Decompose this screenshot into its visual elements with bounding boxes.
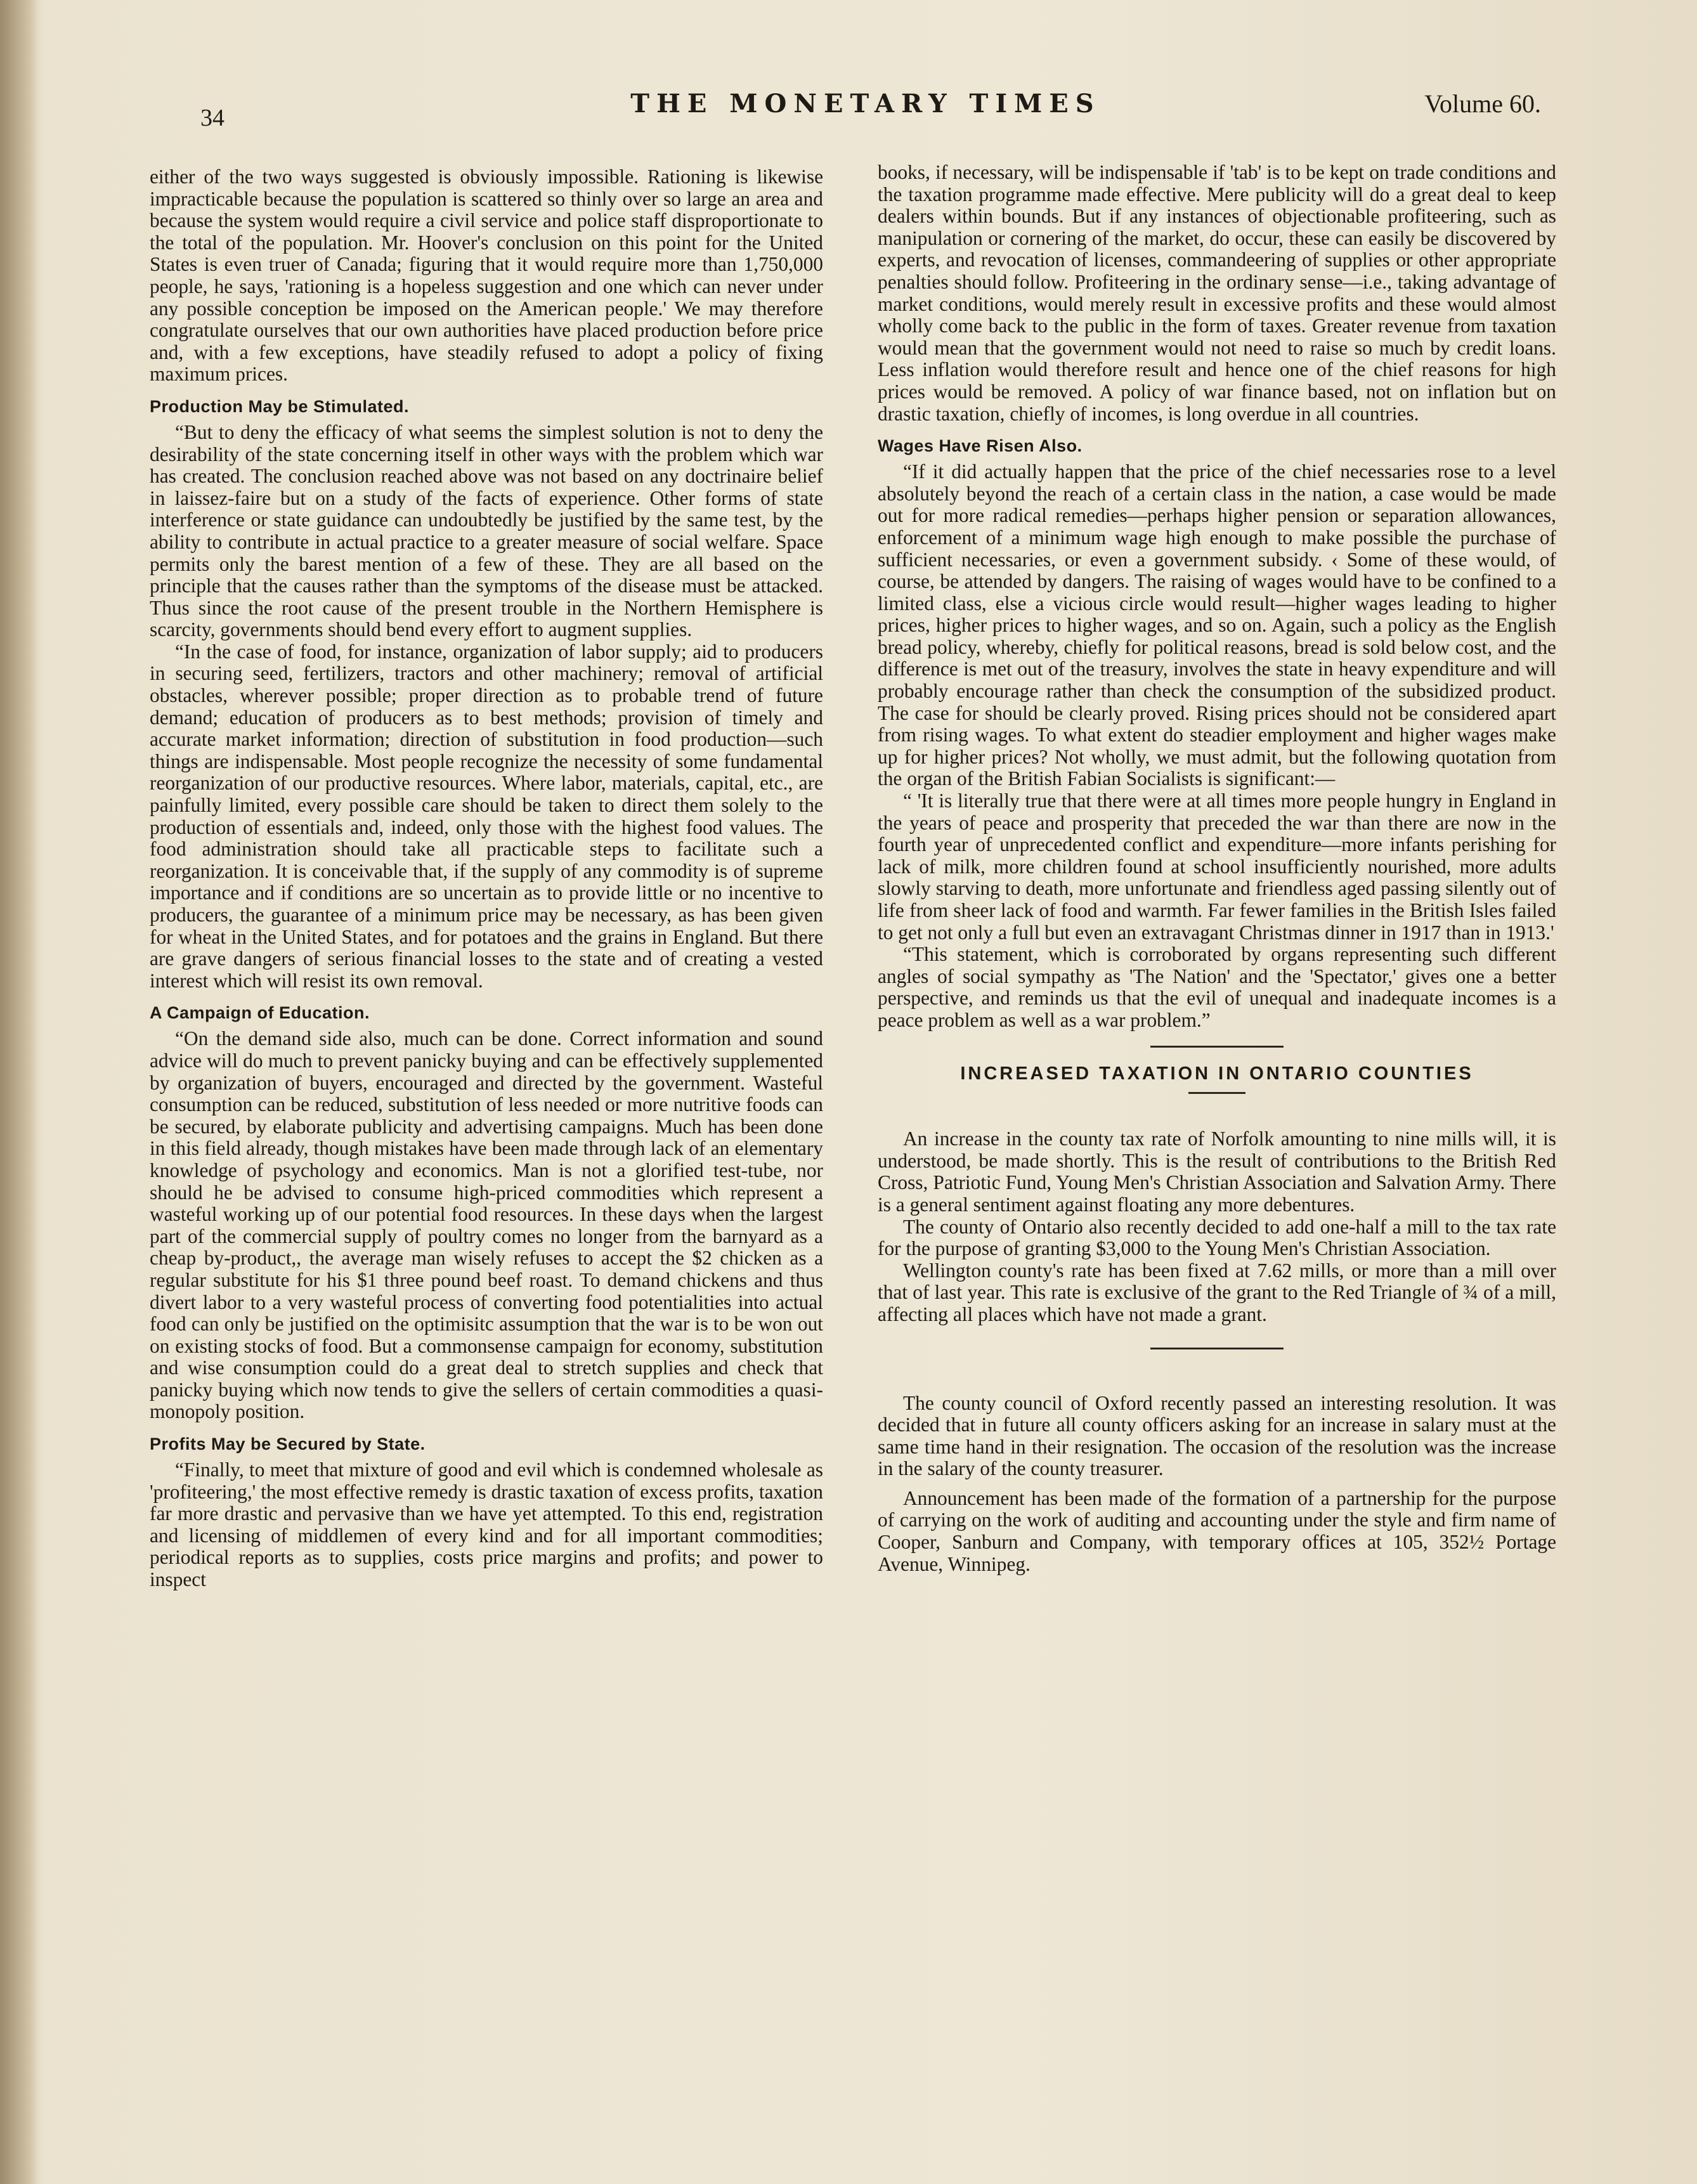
- oxford-paragraph: The county council of Oxford recently passed an interesting resolution. It was decided that in future all county officers asking for an increase in salary must at the same time hand in their resignation. The occasion of the resolution was the increase in the salary of the county treasurer.: [878, 1391, 1556, 1480]
- heading-underline-rule: [1188, 1092, 1245, 1094]
- ontario-paragraph-1: An increase in the county tax rate of Norfolk amounting to nine mills will, it is understood, be made shortly. This is the result of contributions to the British Red Cross, Patriotic Fund, Young Men's Christian Association and Salvation Army. There is a general sentiment against floating any more debentures.: [878, 1128, 1556, 1216]
- production-paragraph-1: “But to deny the efficacy of what seems the simplest solution is not to deny the desirability of the state concerning itself in other ways with the problem which war has created. The conclusion reached above was not based on any doctrinaire belief in laissez-faire but on a study of the facts of experience. Other forms of state interference or state guidance can undoubtedly be justified by the same test, by the ability to contribute in actual practice to a greater measure of social welfare. Space permits only the barest mention of a few of these. They are all based on the principle that the causes rather than the symptoms of the disease must be attacked. Thus since the root cause of the present trouble in the Northern Hemisphere is scarcity, governments should bend every effort to augment supplies.: [150, 420, 823, 641]
- partnership-paragraph: Announcement has been made of the formation of a partnership for the purpose of carrying on the work of auditing and accounting under the style and firm name of Cooper, Sanburn and Company, with temporary offices at 105, 352½ Portage Avenue, Winnipeg.: [878, 1486, 1556, 1575]
- page-gutter-shadow: [0, 0, 38, 2184]
- right-column: [878, 162, 1556, 1575]
- heading-wages: Wages Have Risen Also.: [878, 436, 1083, 456]
- production-paragraph-2: “In the case of food, for instance, organization of labor supply; aid to producers in securing seed, fertilizers, tractors and other machinery; removal of artificial obstacles, wherever possible; proper direction as to probable trend of future demand; education of producers as to best methods; provision of timely and accurate market information; direction of substitution in food production—such things are indispensable. Most people recognize the necessity of some fundamental reorganization of our productive resources. Where labor, materials, capital, etc., are painfully limited, every possible care should be taken to direct them solely to the production of essentials and, indeed, only those with the highest food values. The food administration should take all practicable steps to facilitate such a reorganization. It is conceivable that, if the supply of any commodity is of supreme importance and if conditions are so uncertain as to provide little or no incentive to producers, the guarantee of a minimum price may be necessary, as has been given for wheat in the United States, and for potatoes and the grains in England. But there are grave dangers of serious financial losses to the state and of creating a vested interest which will resist its own removal.: [150, 640, 823, 992]
- right-intro-paragraph: books, if necessary, will be indispensable if 'tab' is to be kept on trade conditions and the taxation programme made effective. Mere publicity will do a great deal to keep dealers within bounds. But if any instances of objectionable profiteering, such as manipulation or cornering of the market, do occur, these can easily be discovered by experts, and revocation of licenses, commandeering of supplies or other appropriate penalties should follow. Profiteering in the ordinary sense—i.e., taking advantage of market conditions, would merely result in excessive profits and these would almost wholly come back to the public in the form of taxes. Greater revenue from taxation would mean that the government would not need to raise so much by credit loans. Less inflation would therefore result and hence one of the chief reasons for high prices would be removed. A policy of war finance based, not on inflation but on drastic taxation, chiefly of incomes, is long overdue in all countries.: [878, 161, 1556, 425]
- section-divider-rule: [1150, 1046, 1284, 1048]
- heading-ontario-taxation: INCREASED TAXATION IN ONTARIO COUNTIES: [960, 1063, 1474, 1084]
- left-intro-paragraph: either of the two ways suggested is obviously impossible. Rationing is likewise impracticable because the population is scattered so thinly over so large an area and because the system would require a civil service and police staff disproportionate to the total of the population. Mr. Hoover's conclusion on this point for the United States is even truer of Canada; figuring that it would require more than 1,750,000 people, he says, 'rationing is a hopeless suggestion and one which can never under any possible conception be imposed on the American people.' We may therefore congratulate ourselves that our own authorities have placed production before price and, with a few exceptions, have steadily refused to adopt a policy of fixing maximum prices.: [150, 166, 823, 386]
- item-divider-rule: [1150, 1348, 1284, 1349]
- ontario-paragraph-3: Wellington county's rate has been fixed at 7.62 mills, or more than a mill over that of last year. This rate is exclusive of the grant to the Red Triangle of ¾ of a mill, affecting all places which have not made a grant.: [878, 1259, 1556, 1325]
- heading-profits: Profits May be Secured by State.: [150, 1434, 426, 1454]
- wages-paragraph-3: “This statement, which is corroborated by organs representing such different angles of social sympathy as 'The Nation' and the 'Spectator,' gives one a better perspective, and reminds us that the evil of unequal and inadequate incomes is a peace problem as well as a war problem.”: [878, 943, 1556, 1031]
- heading-production: Production May be Stimulated.: [150, 396, 410, 416]
- heading-education: A Campaign of Education.: [150, 1003, 370, 1023]
- wages-paragraph-1: “If it did actually happen that the price of the chief necessaries rose to a level absolutely beyond the reach of a certain class in the nation, a case would be made out for more radical remedies—perhaps higher pension or separation allowances, enforcement of a minimum wage high enough to make possible the purchase of sufficient necessaries, or even a government subsidy. ‹ Some of these would, of course, be attended by dangers. The raising of wages would have to be confined to a limited class, else a vicious circle would result—higher wages leading to higher prices, higher prices to higher wages, and so on. Again, such a policy as the English bread policy, whereby, chiefly for political reasons, bread is sold below cost, and the difference is met out of the treasury, involves the state in heavy expenditure and will probably encourage rather than check the consumption of the subsidized product. The case for should be clearly proved. Rising prices should not be considered apart from rising wages. To what extent do steadier employment and higher wages make up for higher prices? Not wholly, we must admit, but the following quotation from the organ of the British Fabian Socialists is significant:—: [878, 460, 1556, 790]
- wages-paragraph-2: “ 'It is literally true that there were at all times more people hungry in England in the years of peace and prosperity that preceded the war than there are now in the fourth year of unprecedented conflict and expenditure—more infants perishing for lack of milk, more children found at school insufficiently nourished, more adults slowly starving to death, more unfortunate and friendless aged passing silently out of life from sheer lack of food and warmth. Far fewer families in the British Isles failed to get not only a full but even an extravagant Christmas dinner in 1917 than in 1913.': [878, 790, 1556, 944]
- masthead-title: THE MONETARY TIMES: [630, 89, 1101, 119]
- volume-label: Volume 60.: [1424, 89, 1541, 118]
- page-number: 34: [200, 105, 224, 131]
- page-header: [190, 89, 1541, 131]
- ontario-paragraph-2: The county of Ontario also recently decided to add one-half a mill to the tax rate for the purpose of granting $3,000 to the Young Men's Christian Association.: [878, 1215, 1556, 1260]
- profits-paragraph-1: “Finally, to meet that mixture of good and evil which is condemned wholesale as 'profiteering,' the most effective remedy is drastic taxation of excess profits, taxation far more drastic and pervasive than we have yet attempted. To this end, registration and licensing of middlemen of every kind and for all important commodities; periodical reports as to supplies, costs price margins and profits; and power to inspect: [150, 1459, 823, 1591]
- left-column: [150, 166, 823, 1591]
- education-paragraph-1: “On the demand side also, much can be done. Correct information and sound advice will do much to prevent panicky buying and can be effectively supplemented by organization of buyers, encouraged and directed by the government. Wasteful consumption can be reduced, substitution of less needed or more nutritive foods can be secured, by elaborate publicity and advertising campaigns. Much has been done in this field already, though mistakes have been made through lack of an elementary knowledge of psychology and economics. Man is not a glorified test-tube, nor should he be advised to consume high-priced commodities which represent a wasteful working up of our potential food resources. In these days when the largest part of the commercial supply of poultry comes no longer from the barnyard as a cheap by-product,, the average man wisely refuses to accept the $2 chicken as a regular substitute for his $1 three pound beef roast. To demand chickens and thus divert labor to a very wasteful process of converting food potentialities into actual food can only be justified on the optimisitc assumption that the war is to be won out on existing stocks of food. But a commonsense campaign for economy, substitution and wise consumption could do a great deal to stretch supplies and check that panicky buying which now tends to give the sellers of certain commodities a quasi-monopoly position.: [150, 1027, 823, 1423]
